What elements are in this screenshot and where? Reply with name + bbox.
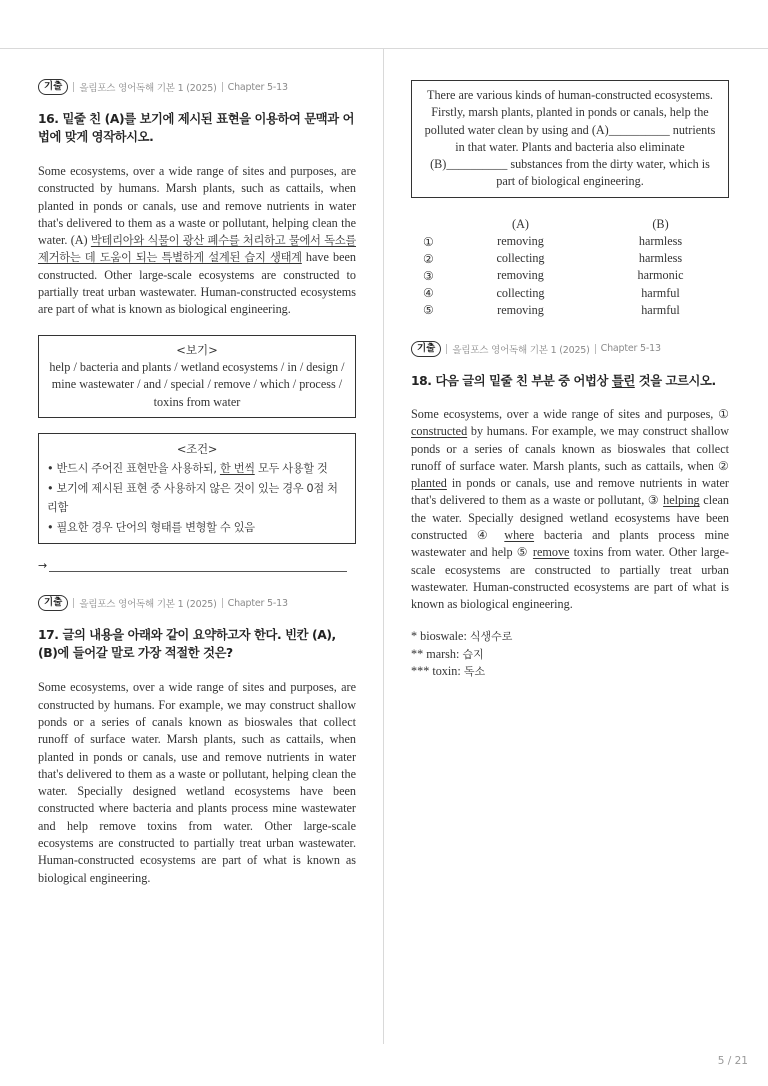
q16-passage <box>38 163 356 319</box>
underlined-choice-2: planted <box>411 476 447 491</box>
q16-passage-after: have been constructed. Other large-scale ecosystems are constructed to partially treat urban wastewater. Human-constructed ecosystems are part of what is known as biological engineering. <box>38 250 356 317</box>
option-b: harmful <box>641 285 680 300</box>
q17-summary-box <box>411 80 729 198</box>
separator <box>595 344 596 354</box>
separator <box>446 344 447 354</box>
q16-conditions-box <box>38 433 356 545</box>
option-b: harmless <box>638 251 683 266</box>
column-divider <box>383 49 384 1044</box>
option-number: ③ <box>423 268 434 283</box>
condition-3: • 필요한 경우 단어의 형태를 변형할 수 있음 <box>47 520 255 534</box>
footnote-meaning: 습지 <box>462 647 484 661</box>
q16-chapter: Chapter 5-13 <box>227 81 288 93</box>
footnote-term: * bioswale: <box>411 629 470 644</box>
footnote-meaning: 식생수로 <box>469 630 513 644</box>
q18-title-before: 18. 다음 글의 밑줄 친 부분 중 어법상 <box>411 373 612 388</box>
underlined-choice-4: where <box>504 527 535 542</box>
q16-badge: 기출 <box>38 79 68 95</box>
condition-2: • 보기에 제시된 표현 중 사용하지 않은 것이 있는 경우 0점 처리함 <box>47 481 338 515</box>
condition-1 <box>47 459 347 479</box>
footnote-term: ** marsh: <box>411 646 463 661</box>
q17-options-table <box>411 216 729 319</box>
separator <box>222 82 223 92</box>
options-header-num <box>411 216 449 233</box>
option-row-4[interactable] <box>411 285 729 302</box>
condition-1-text-end: 모두 사용할 것 <box>254 462 328 476</box>
option-row-2[interactable] <box>411 250 729 267</box>
options-header-a: (A) <box>512 216 529 231</box>
q17-badge: 기출 <box>38 595 68 611</box>
footnote-3 <box>411 663 729 680</box>
passage-text: by humans. For example, we may construct shallow ponds or a series of canals known as bioswales that collect runoff of surface water. Marsh plants, such as cattails, when ② <box>411 424 729 473</box>
condition-1-underlined: 한 번씩 <box>219 462 255 476</box>
q16-passage-before: Some ecosystems, over a wide range of sites and purposes, are constructed by humans. Marsh plants, such as cattails, when planted in ponds or canals, use and remove nutrients in water that's delivered to them as a waste or pollutant, helping clean the water. (A) <box>38 164 356 248</box>
footnote-meaning: 독소 <box>463 665 486 679</box>
option-a: removing <box>497 268 544 283</box>
conditions-title: <조건> <box>176 441 218 456</box>
passage-text: bacteria and plants process mine wastewater and help ⑤ <box>411 527 729 560</box>
arrow-glyph: → <box>38 559 48 573</box>
option-a: removing <box>497 302 544 317</box>
q16-underlined-korean: 박테리아와 식물이 광산 폐수를 처리하고 물에서 독소를 제거하는 데 도움이 되는 특별하게 설계된 습지 생태계 <box>38 234 357 265</box>
q16-answer-line <box>38 556 356 572</box>
q17-tagline <box>38 594 356 612</box>
top-rule <box>0 48 768 49</box>
option-a: collecting <box>496 285 545 300</box>
separator <box>73 598 74 608</box>
page-number: 5 / 21 <box>717 1055 748 1067</box>
q17-source: 올림포스 영어독해 기본 1 (2025) <box>79 599 217 611</box>
footnote-1 <box>411 628 729 645</box>
q18-tagline <box>411 340 729 358</box>
right-column <box>411 80 729 680</box>
answer-blank <box>49 562 347 572</box>
q18-chapter: Chapter 5-13 <box>600 343 661 355</box>
q18-footnotes <box>411 628 729 680</box>
q18-title-underlined: 틀린 <box>611 373 635 388</box>
q18-badge: 기출 <box>411 341 441 357</box>
option-b: harmonic <box>637 268 684 283</box>
bogi-content: help / bacteria and plants / wetland ecosystems / in / design / mine wastewater / and / special / remove / which / process / toxins from water <box>49 359 345 409</box>
option-row-1[interactable] <box>411 233 729 250</box>
q17-summary: There are various kinds of human-constructed ecosystems. Firstly, marsh plants, planted in ponds or canals, help the polluted water clean by using and (A)__________ nutrients in that water. Plants and bacteria also eliminate (B)__________ substances from the dirty water, which is part of biological engineering. <box>424 88 716 189</box>
option-a: removing <box>497 234 544 249</box>
q16-bogi-box <box>38 335 356 418</box>
option-number: ④ <box>423 286 434 301</box>
q17-title: 17. 글의 내용을 아래와 같이 요약하고자 한다. 빈칸 (A), (B)에 들어갈 말로 가장 적절한 것은? <box>38 628 336 661</box>
underlined-choice-5: remove <box>532 545 570 560</box>
q18-title-after: 것을 고르시오. <box>634 373 716 388</box>
footnote-2 <box>411 646 729 663</box>
footnote-term: *** toxin: <box>411 664 464 679</box>
separator <box>73 82 74 92</box>
left-column <box>38 78 356 887</box>
passage-text: toxins from water. Other large-scale ecosystems are constructed to partially treat urban wastewater. Human-constructed ecosystems are part of what is known as biological engineering. <box>411 545 729 612</box>
q16-source: 올림포스 영어독해 기본 1 (2025) <box>79 83 217 94</box>
options-header <box>411 216 729 233</box>
q18-source: 올림포스 영어독해 기본 1 (2025) <box>452 344 590 356</box>
passage-text: Some ecosystems, over a wide range of sites and purposes, ① <box>411 406 729 421</box>
bogi-title: <보기> <box>176 342 218 357</box>
underlined-choice-1: constructed <box>411 424 468 439</box>
option-number: ⑤ <box>423 303 434 318</box>
q17-passage: Some ecosystems, over a wide range of sites and purposes, are constructed by humans. For example, we may construct shallow ponds or a series of canals known as bioswales that collect runoff of surface water. Marsh plants, such as cattails, when planted in ponds or canals, use and remove nutrients in water that's delivered to them as a waste or pollutant, helping clean the water. Specially designed wetland ecosystems have been constructed where bacteria and plants process mine wastewater and help remove toxins from water. Other large-scale ecosystems are constructed to partially treat urban wastewater. Human-constructed ecosystems are part of what is known as biological engineering. <box>38 680 356 885</box>
underlined-choice-3: helping <box>663 493 700 508</box>
condition-1-text: • 반드시 주어진 표현만을 사용하되, <box>47 462 220 476</box>
options-header-b: (B) <box>652 216 669 231</box>
option-b: harmful <box>641 302 680 317</box>
passage-text: in ponds or canals, use and remove nutrients in water that's delivered to them as a waste or pollutant, ③ <box>411 476 729 508</box>
q17-chapter: Chapter 5-13 <box>227 597 288 609</box>
q16-tagline <box>38 78 356 96</box>
option-number: ② <box>423 251 434 266</box>
option-b: harmless <box>638 234 683 249</box>
passage-text: clean the water. Specially designed wetland ecosystems have been constructed ④ <box>411 493 729 542</box>
separator <box>222 598 223 608</box>
option-row-3[interactable] <box>411 267 729 284</box>
option-row-5[interactable] <box>411 302 729 319</box>
option-number: ① <box>423 234 434 249</box>
q16-title: 16. 밑줄 친 (A)를 보기에 제시된 표현을 이용하여 문맥과 어법에 맞게 영작하시오. <box>38 112 355 144</box>
option-a: collecting <box>496 251 545 266</box>
q18-title <box>411 372 729 390</box>
q18-passage <box>411 406 729 614</box>
